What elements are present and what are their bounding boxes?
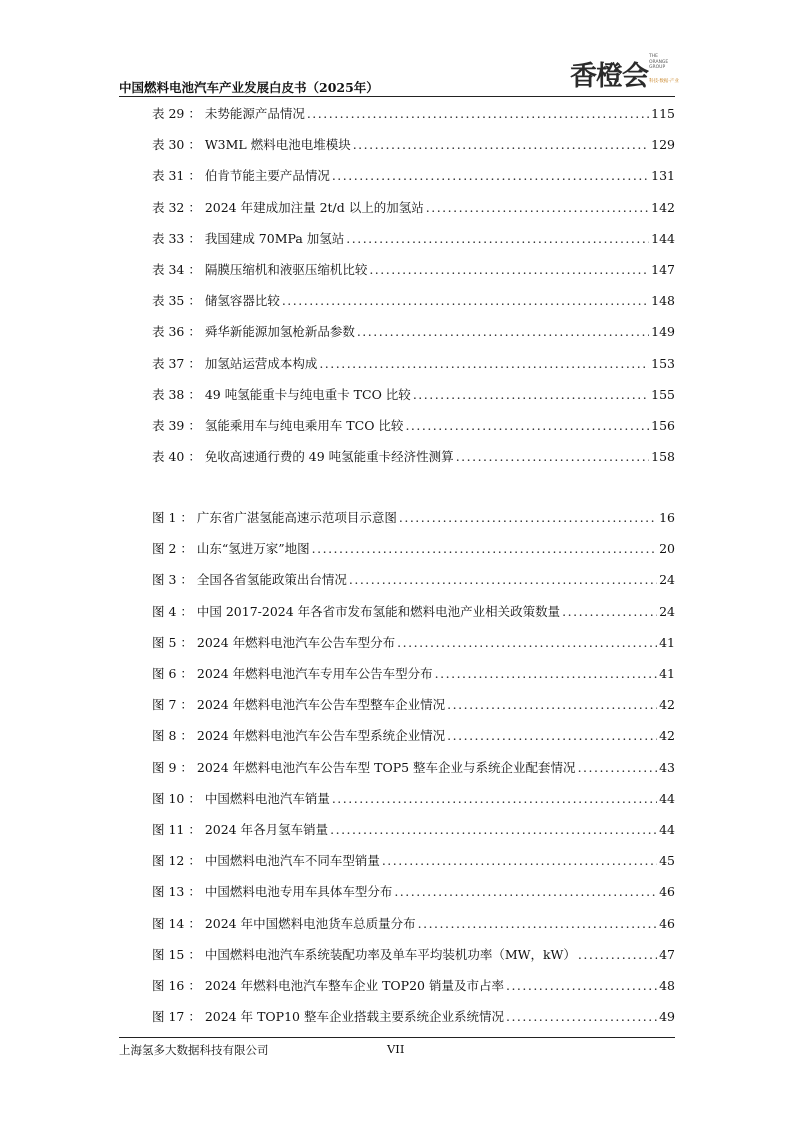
toc-figure-entry[interactable] (152, 851, 675, 869)
toc-entry-label: 图 16 ： 2024 年燃料电池汽车整车企业 TOP20 销量及市占率 (152, 978, 504, 993)
toc-entry-label: 表 34 ： 隔膜压缩机和液驱压缩机比较 (152, 262, 368, 277)
toc-entry-page: 16 (659, 510, 675, 525)
toc-dot-leader (382, 853, 657, 868)
toc-figure-entry[interactable] (152, 695, 675, 713)
toc-entry-page: 144 (651, 230, 675, 246)
toc-dot-leader (447, 728, 657, 743)
toc-entry-page: 41 (659, 666, 675, 681)
toc-entry-page: 142 (651, 199, 675, 215)
toc-entry-page: 149 (651, 324, 675, 340)
toc-figure-entry[interactable] (152, 664, 675, 682)
toc-dot-leader (447, 697, 657, 712)
toc-table-entry[interactable] (152, 104, 675, 122)
toc-entry-label: 图 14 ： 2024 年中国燃料电池货车总质量分布 (152, 915, 416, 931)
toc-dot-leader (418, 916, 657, 931)
orange-group-logo (570, 52, 680, 92)
toc-entry-label: 表 32 ： 2024 年建成加注量 2t/d 以上的加氢站 (152, 199, 424, 215)
toc-entry-page: 45 (659, 853, 675, 869)
toc-entry-label: 图 17 ： 2024 年 TOP10 整车企业搭载主要系统企业系统情况 (152, 1009, 504, 1025)
toc-figure-entry[interactable] (152, 508, 675, 526)
toc-table-entry[interactable] (152, 229, 675, 247)
toc-entry-label: 图 9 ： 2024 年燃料电池汽车公告车型 TOP5 整车企业与系统企业配套情况 (152, 759, 576, 775)
toc-dot-leader (578, 947, 657, 962)
toc-dot-leader (312, 541, 657, 556)
toc-figure-entry[interactable] (152, 882, 675, 900)
toc-entry-page: 46 (659, 915, 675, 931)
toc-entry-label: 表 30 ： W3ML 燃料电池电堆模块 (152, 137, 351, 153)
toc-dot-leader (399, 510, 657, 525)
toc-entry-page: 47 (659, 946, 675, 962)
toc-entry-page: 24 (659, 603, 675, 619)
toc-figure-entry[interactable] (152, 820, 675, 838)
toc-entry-label: 表 39 ： 氢能乘用车与纯电乘用车 TCO 比较 (152, 418, 404, 433)
toc-figure-entry[interactable] (152, 789, 675, 807)
toc-entry-label: 图 1 ： 广东省广湛氢能高速示范项目示意图 (152, 510, 397, 525)
toc-table-entry[interactable] (152, 135, 675, 153)
toc-figure-entry[interactable] (152, 539, 675, 557)
toc-dot-leader (405, 418, 649, 433)
toc-dot-leader (397, 635, 657, 650)
toc-figure-entry[interactable] (152, 945, 675, 963)
toc-dot-leader (330, 822, 657, 837)
toc-entry-label: 图 12 ： 中国燃料电池汽车不同车型销量 (152, 853, 380, 869)
toc-dot-leader (346, 231, 649, 246)
toc-dot-leader (357, 324, 649, 339)
toc-figure-entry[interactable] (152, 758, 675, 776)
toc-table-entry[interactable] (152, 322, 675, 340)
toc-figure-entry[interactable] (152, 976, 675, 994)
toc-entry-label: 表 35 ： 储氢容器比较 (152, 293, 280, 309)
toc-entry-page: 46 (659, 884, 675, 900)
toc-table-entry[interactable] (152, 166, 675, 184)
toc-entry-page: 158 (651, 449, 675, 465)
toc-entry-label: 表 38 ： 49 吨氢能重卡与纯电重卡 TCO 比较 (152, 386, 411, 402)
toc-entry-page: 42 (659, 697, 675, 713)
toc-table-entry[interactable] (152, 291, 675, 309)
toc-entry-page: 131 (651, 168, 675, 184)
toc-entry-label: 图 3 ： 全国各省氢能政策出台情况 (152, 572, 347, 588)
toc-figure-entry[interactable] (152, 726, 675, 744)
toc-entry-page: 24 (659, 572, 675, 588)
logo-text: 香橙会 (570, 61, 648, 92)
toc-entry-label: 图 13 ： 中国燃料电池专用车具体车型分布 (152, 884, 393, 900)
toc-figure-entry[interactable] (152, 633, 675, 651)
toc-dot-leader (435, 666, 657, 681)
toc-dot-leader (332, 168, 649, 183)
toc-entry-label: 图 8 ： 2024 年燃料电池汽车公告车型系统企业情况 (152, 728, 446, 744)
page-number: VII (387, 1042, 405, 1056)
toc-dot-leader (332, 791, 657, 806)
toc-dot-leader (506, 1009, 657, 1024)
toc-table-entry[interactable] (152, 447, 675, 465)
toc-entry-label: 图 15 ： 中国燃料电池汽车系统装配功率及单车平均装机功率（MW，kW） (152, 946, 576, 962)
toc-entry-label: 图 5 ： 2024 年燃料电池汽车公告车型分布 (152, 634, 396, 650)
header-divider (119, 96, 675, 97)
toc-dot-leader (456, 449, 649, 464)
footer-company: 上海氢多大数据科技有限公司 (119, 1043, 269, 1057)
toc-dot-leader (426, 200, 649, 215)
toc-entry-label: 表 31 ： 伯肯节能主要产品情况 (152, 168, 330, 184)
toc-dot-leader (506, 978, 657, 993)
toc-table-entry[interactable] (152, 416, 675, 434)
toc-figure-entry[interactable] (152, 1007, 675, 1025)
toc-entry-label: 表 36 ： 舜华新能源加氢枪新品参数 (152, 324, 355, 340)
toc-entry-page: 48 (659, 978, 675, 993)
toc-entry-page: 43 (659, 759, 675, 775)
toc-dot-leader (394, 884, 657, 899)
toc-table-entry[interactable] (152, 385, 675, 403)
toc-dot-leader (319, 356, 649, 371)
toc-entry-page: 115 (651, 106, 675, 121)
toc-figure-entry[interactable] (152, 602, 675, 620)
toc-table-entry[interactable] (152, 260, 675, 278)
toc-dot-leader (578, 760, 658, 775)
toc-entry-page: 147 (651, 262, 675, 277)
toc-entry-label: 表 37 ： 加氢站运营成本构成 (152, 355, 318, 371)
toc-dot-leader (369, 262, 649, 277)
toc-dot-leader (413, 387, 649, 402)
toc-entry-page: 129 (651, 137, 675, 153)
toc-figure-entry[interactable] (152, 914, 675, 932)
toc-entry-page: 44 (659, 790, 675, 806)
toc-figure-entry[interactable] (152, 570, 675, 588)
toc-entry-page: 155 (651, 386, 675, 402)
toc-entry-page: 148 (651, 293, 675, 309)
toc-dot-leader (349, 572, 657, 587)
toc-table-entry[interactable] (152, 354, 675, 372)
toc-entry-label: 图 10 ： 中国燃料电池汽车销量 (152, 790, 330, 806)
toc-entry-page: 153 (651, 355, 675, 371)
toc-dot-leader (282, 293, 649, 308)
toc-entry-label: 图 4 ： 中国 2017-2024 年各省市发布氢能和燃料电池产业相关政策数量 (152, 603, 561, 619)
footer-divider (119, 1037, 675, 1038)
toc-entry-label: 表 29 ： 未势能源产品情况 (152, 106, 305, 121)
toc-dot-leader (562, 604, 657, 619)
toc-entry-page: 20 (659, 541, 675, 557)
toc-dot-leader (353, 137, 649, 152)
toc-entry-page: 49 (659, 1009, 675, 1025)
toc-entry-label: 图 7 ： 2024 年燃料电池汽车公告车型整车企业情况 (152, 697, 446, 713)
logo-sub-text: 科技·数据·产业 (649, 79, 679, 84)
toc-entry-page: 156 (651, 418, 675, 433)
toc-entry-page: 44 (659, 822, 675, 837)
toc-entry-label: 表 33 ： 我国建成 70MPa 加氢站 (152, 230, 345, 246)
toc-table-entry[interactable] (152, 198, 675, 216)
toc-entry-label: 表 40 ： 免收高速通行费的 49 吨氢能重卡经济性测算 (152, 449, 454, 465)
toc-entry-label: 图 11 ： 2024 年各月氢车销量 (152, 822, 329, 837)
document-title: 中国燃料电池汽车产业发展白皮书（2025年） (119, 80, 379, 95)
toc-entry-page: 41 (659, 634, 675, 650)
toc-entry-page: 42 (659, 728, 675, 744)
toc-dot-leader (307, 106, 649, 121)
toc-entry-label: 图 2 ： 山东“氢进万家”地图 (152, 541, 310, 557)
toc-entry-label: 图 6 ： 2024 年燃料电池汽车专用车公告车型分布 (152, 666, 433, 681)
logo-side-text: THE ORANGE GROUP (649, 54, 669, 70)
